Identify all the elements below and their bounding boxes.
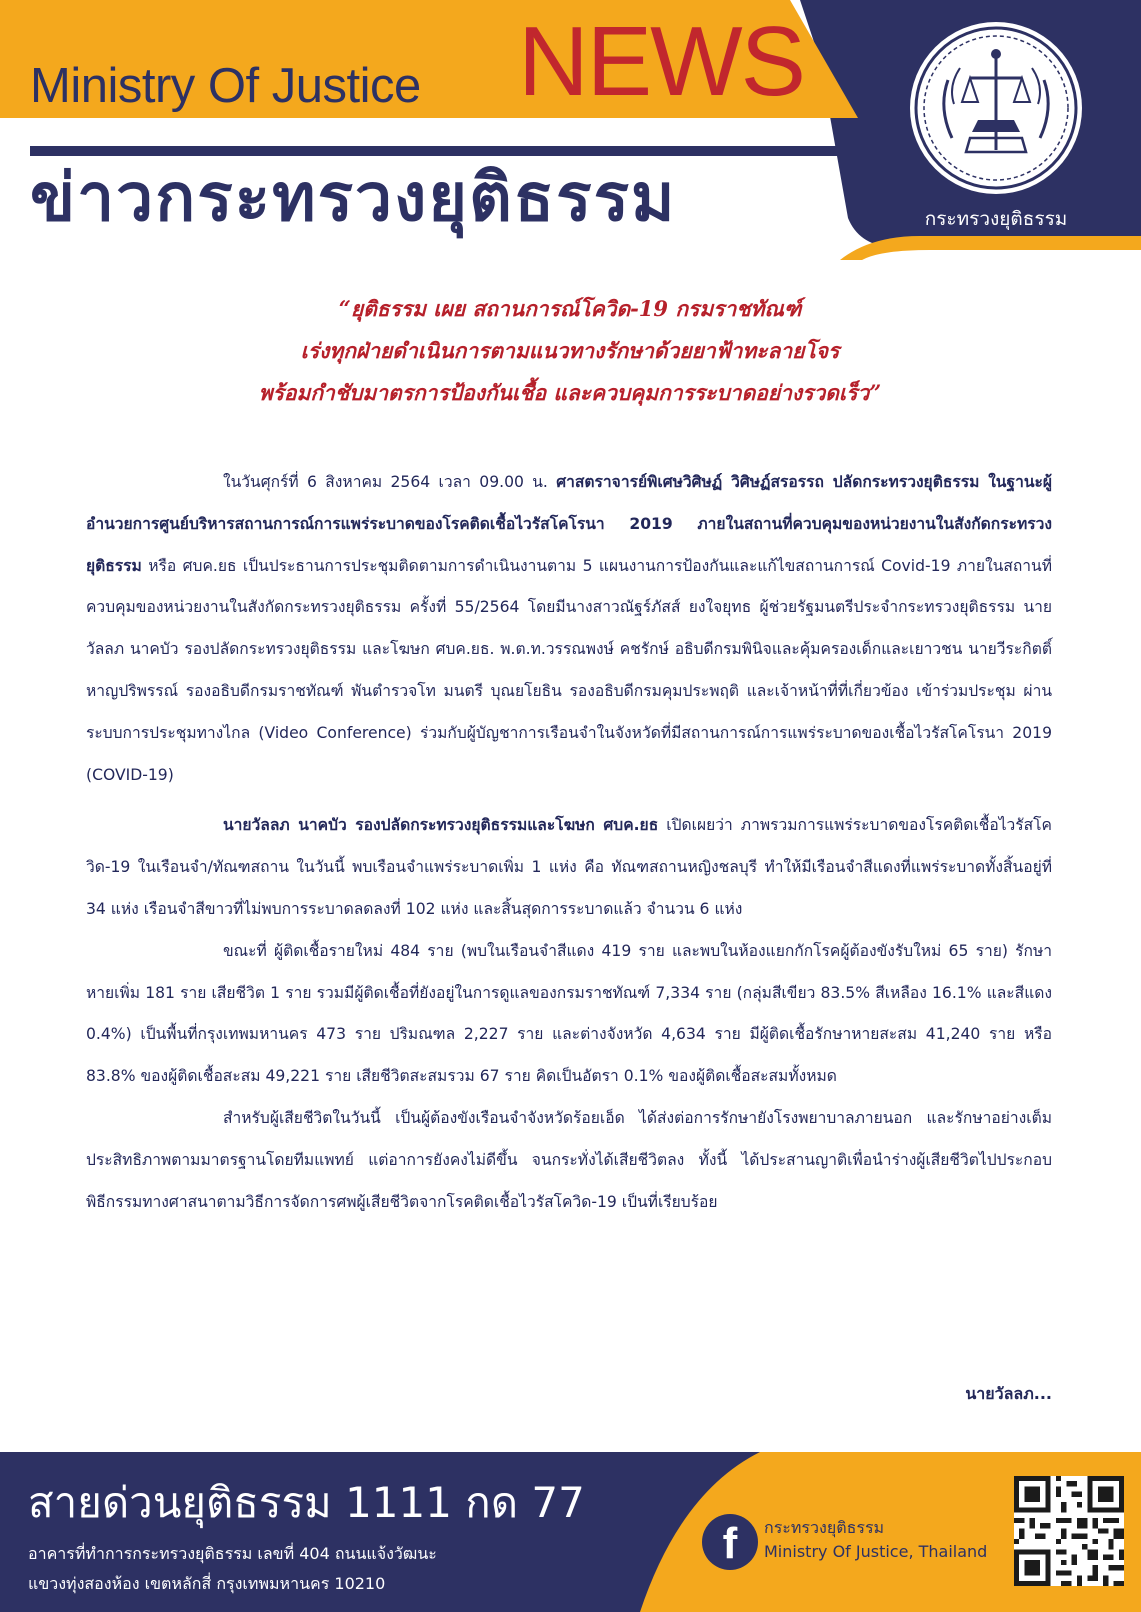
paragraph-2 [86, 805, 1052, 930]
article-body [86, 462, 1052, 1223]
qr-code-icon [1014, 1476, 1124, 1586]
paragraph-1 [86, 462, 1052, 796]
hotline-number: สายด่วนยุติธรรม 1111 กด 77 [28, 1478, 585, 1527]
paragraph-3: ขณะที่ ผู้ติดเชื้อรายใหม่ 484 ราย (พบในเรือนจำสีแดง 419 ราย และพบในห้องแยกกักโรคผู้ต้องขังรับใหม่ 65 ราย) รักษาหายเพิ่ม 181 ราย เสียชีวิต 1 ราย รวมมีผู้ติดเชื้อที่ยังอยู่ในการดูแลของกรมราชทัณฑ์ 7,334 ราย (กลุ่มสีเขียว 83.5% สีเหลือง 16.1% และสีแดง 0.4%) เป็นพื้นที่กรุงเทพมหานคร 473 ราย ปริมณฑล 2,227 ราย และต่างจังหวัด 4,634 ราย มีผู้ติดเชื้อรักษาหายสะสม 41,240 ราย หรือ 83.8% ของผู้ติดเชื้อสะสม 49,221 ราย เสียชีวิตสะสมรวม 67 ราย คิดเป็นอัตรา 0.1% ของผู้ติดเชื้อสะสมทั้งหมด [86, 941, 1052, 1086]
brand-thai-title: ข่าวกระทรวงยุติธรรม [30, 159, 677, 236]
headline-line-3: พร้อมกำชับมาตรการป้องกันเชื้อ และควบคุมการระบาดอย่างรวดเร็ว” [258, 380, 882, 405]
headline-line-1: “ยุติธรรม เผย สถานการณ์โควิด-19 กรมราชทัณฑ์ [338, 296, 802, 321]
seal-caption: กระทรวงยุติธรรม [924, 208, 1068, 230]
facebook-page-name-thai: กระทรวงยุติธรรม [764, 1518, 885, 1537]
page-header [0, 0, 1141, 260]
address-line-1: อาคารที่ทำการกระทรวงยุติธรรม เลขที่ 404 ถนนแจ้งวัฒนะ [28, 1544, 437, 1563]
facebook-page-name-english: Ministry Of Justice, Thailand [764, 1542, 988, 1561]
headline-line-2: เร่งทุกฝ่ายดำเนินการตามแนวทางรักษาด้วยยาฟ้าทะลายโจร [300, 338, 840, 363]
ministry-seal-icon [908, 20, 1084, 196]
paragraph-2-bold: นายวัลลภ นาคบัว รองปลัดกระทรวงยุติธรรมและโฆษก ศบค.ยธ [223, 816, 659, 835]
page-footer [0, 1452, 1141, 1612]
paragraph-4: สำหรับผู้เสียชีวิตในวันนี้ เป็นผู้ต้องขังเรือนจำจังหวัดร้อยเอ็ด ได้ส่งต่อการรักษายังโรงพยาบาลภายนอก และรักษาอย่างเต็มประสิทธิภาพตามมาตรฐานโดยทีมแพทย์ แต่อาการยังคงไม่ดีขึ้น จนกระทั่งได้เสียชีวิตลง ทั้งนี้ ได้ประสานญาติเพื่อนำร่างผู้เสียชีวิตไปประกอบพิธีกรรมทางศาสนาตามวิธีการจัดการศพผู้เสียชีวิตจากโรคติดเชื้อไวรัสโควิด-19 เป็นที่เรียบร้อย [86, 1108, 1052, 1211]
paragraph-2-rest: เปิดเผยว่า ภาพรวมการแพร่ระบาดของโรคติดเชื้อไวรัสโควิด-19 ในเรือนจำ/ทัณฑสถาน ในวันนี้ พบเรือนจำแพร่ระบาดเพิ่ม 1 แห่ง คือ ทัณฑสถานหญิงชลบุรี ทำให้มีเรือนจำสีแดงที่แพร่ระบาดทั้งสิ้นอยู่ที่ 34 แห่ง เรือนจำสีขาวที่ไม่พบการระบาดลดลงที่ 102 แห่ง และสิ้นสุดการระบาดแล้ว จำนวน 6 แห่ง [86, 816, 1052, 918]
paragraph-1-bold: ศาสตราจารย์พิเศษวิศิษฏ์ วิศิษฏ์สรอรรถ ปลัดกระทรวงยุติธรรม ในฐานะผู้อำนวยการศูนย์บริหารสถานการณ์การแพร่ระบาดของโรคติดเชื้อไวรัสโคโรนา 2019 ภายในสถานที่ควบคุมของหน่วยงานในสังกัดกระทรวงยุติธรรม [86, 473, 1052, 575]
brand-english-title: Ministry Of Justice [30, 59, 421, 113]
facebook-icon[interactable]: f [702, 1514, 758, 1570]
news-headline [130, 288, 1010, 414]
brand-news-title: NEWS [518, 6, 804, 116]
continued-marker: นายวัลลภ... [965, 1384, 1052, 1403]
address-line-2: แขวงทุ่งสองห้อง เขตหลักสี่ กรุงเทพมหานคร 10210 [28, 1574, 386, 1593]
paragraph-1-lead: ในวันศุกร์ที่ 6 สิงหาคม 2564 เวลา 09.00 น. [223, 473, 557, 491]
paragraph-1-rest: หรือ ศบค.ยธ เป็นประธานการประชุมติดตามการดำเนินงานตาม 5 แผนงานการป้องกันและแก้ไขสถานการณ์ Covid-19 ภายในสถานที่ควบคุมของหน่วยงานในสังกัดกระทรวงยุติธรรม ครั้งที่ 55/2564 โดยมีนางสาวณัฐร์ภัสส์ ยงใจยุทธ ผู้ช่วยรัฐมนตรีประจำกระทรวงยุติธรรม นายวัลลภ นาคบัว รองปลัดกระทรวงยุติธรรม และโฆษก ศบค.ยธ. พ.ต.ท.วรรณพงษ์ คชรักษ์ อธิบดีกรมพินิจและคุ้มครองเด็กและเยาวชน นายวีระกิตติ์ หาญปริพรรณ์ รองอธิบดีกรมราชทัณฑ์ พันตำรวจโท มนตรี บุณยโยธิน รองอธิบดีกรมคุมประพฤติ และเจ้าหน้าที่ที่เกี่ยวข้อง เข้าร่วมประชุม ผ่านระบบการประชุมทางไกล (Video Conference) ร่วมกับผู้บัญชาการเรือนจำในจังหวัดที่มีสถานการณ์การแพร่ระบาดของเชื้อไวรัสโคโรนา 2019 (COVID-19) [86, 556, 1052, 784]
